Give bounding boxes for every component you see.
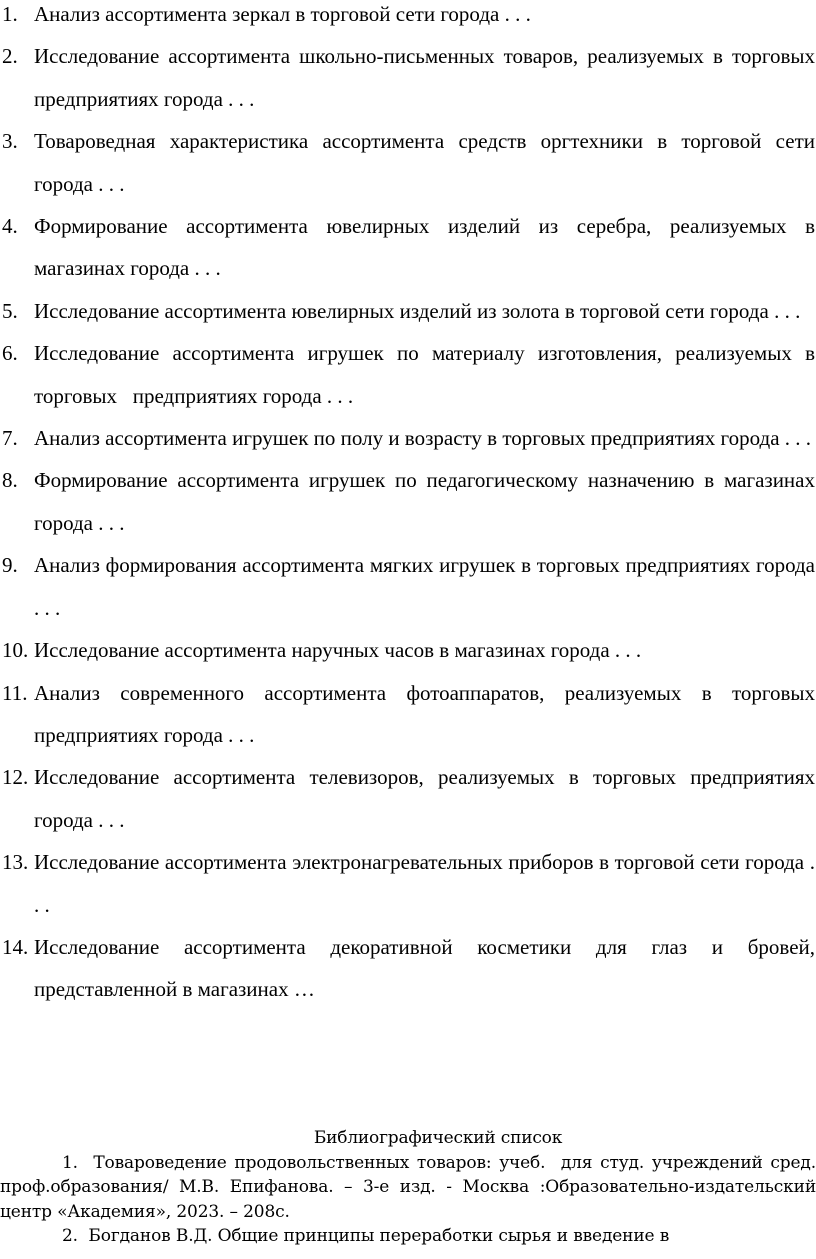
list-item-number: 14. [2,934,29,959]
list-item-number: 5. [2,298,18,323]
list-item [0,35,816,120]
list-item [0,120,816,205]
list-item [0,332,816,417]
list-item-text: Исследование ассортимента наручных часов в магазинах города . . . [34,638,642,663]
list-item-text: Исследование ассортимента игрушек по материалу изготовления, реализуемых в торговых предприятиях города . . . [34,341,815,408]
list-item [0,926,816,1011]
bibliography-entry: 1. Товароведение продовольственных товаров: учеб. для студ. учреждений сред. проф.образования/ М.В. Епифанова. – 3-е изд. - Москва :Образовательно-издательский центр «Академия», 2023. – 208с. [0,1152,816,1222]
list-item-number: 1. [2,2,18,26]
list-item-number: 9. [2,553,18,578]
list-item-number: 7. [2,426,18,451]
list-item-text: Исследование ассортимента электронагревательных приборов в торговой сети города . . . [34,850,815,917]
list-item [0,756,816,841]
list-item-text: Анализ ассортимента зеркал в торговой сети города . . . [34,2,531,26]
list-item [0,290,816,332]
list-item-text: Формирование ассортимента ювелирных изделий из серебра, реализуемых в магазинах города . . . [34,214,815,281]
list-item-text: Исследование ассортимента декоративной косметики для глаз и бровей, представленной в магазинах … [34,934,815,1002]
list-item-number: 10. [2,638,29,663]
list-item-text: Анализ формирования ассортимента мягких игрушек в торговых предприятиях города . . . [34,553,815,620]
list-item-text: Исследование ассортимента телевизоров, реализуемых в торговых предприятиях города . . . [34,765,815,832]
list-item-text: Анализ ассортимента игрушек по полу и возрасту в торговых предприятиях города . . . [34,426,812,451]
bibliography-section [0,1126,816,1249]
list-item-number: 6. [2,341,18,366]
list-item-text: Анализ современного ассортимента фотоаппаратов, реализуемых в торговых предприятиях города . . . [34,680,815,747]
list-item-number: 4. [2,214,18,239]
list-item-text: Исследование ассортимента ювелирных изделий из золота в торговой сети города . . . [34,298,801,323]
list-item [0,417,816,459]
list-item-number: 13. [2,850,29,875]
list-item [0,672,816,757]
list-item [0,205,816,290]
list-item [0,459,816,544]
list-item-text: Товароведная характеристика ассортимента средств оргтехники в торговой сети города . . . [34,129,815,196]
list-item [0,0,816,35]
list-item-text: Формирование ассортимента игрушек по педагогическому назначению в магазинах города . . . [34,468,815,535]
list-item [0,544,816,629]
list-item-number: 2. [2,44,18,69]
list-item-number: 12. [2,765,29,790]
bibliography-title: Библиографический список [313,1128,563,1148]
list-item [0,841,816,926]
list-item-number: 11. [2,680,28,705]
list-item-number: 8. [2,468,18,493]
list-item-number: 3. [2,129,18,154]
list-item-text: Исследование ассортимента школьно-письменных товаров, реализуемых в торговых предприятиях города . . . [34,44,815,111]
bibliography-entry: 2. Богданов В.Д. Общие принципы переработки сырья и введение в [62,1226,670,1246]
list-item [0,629,816,671]
